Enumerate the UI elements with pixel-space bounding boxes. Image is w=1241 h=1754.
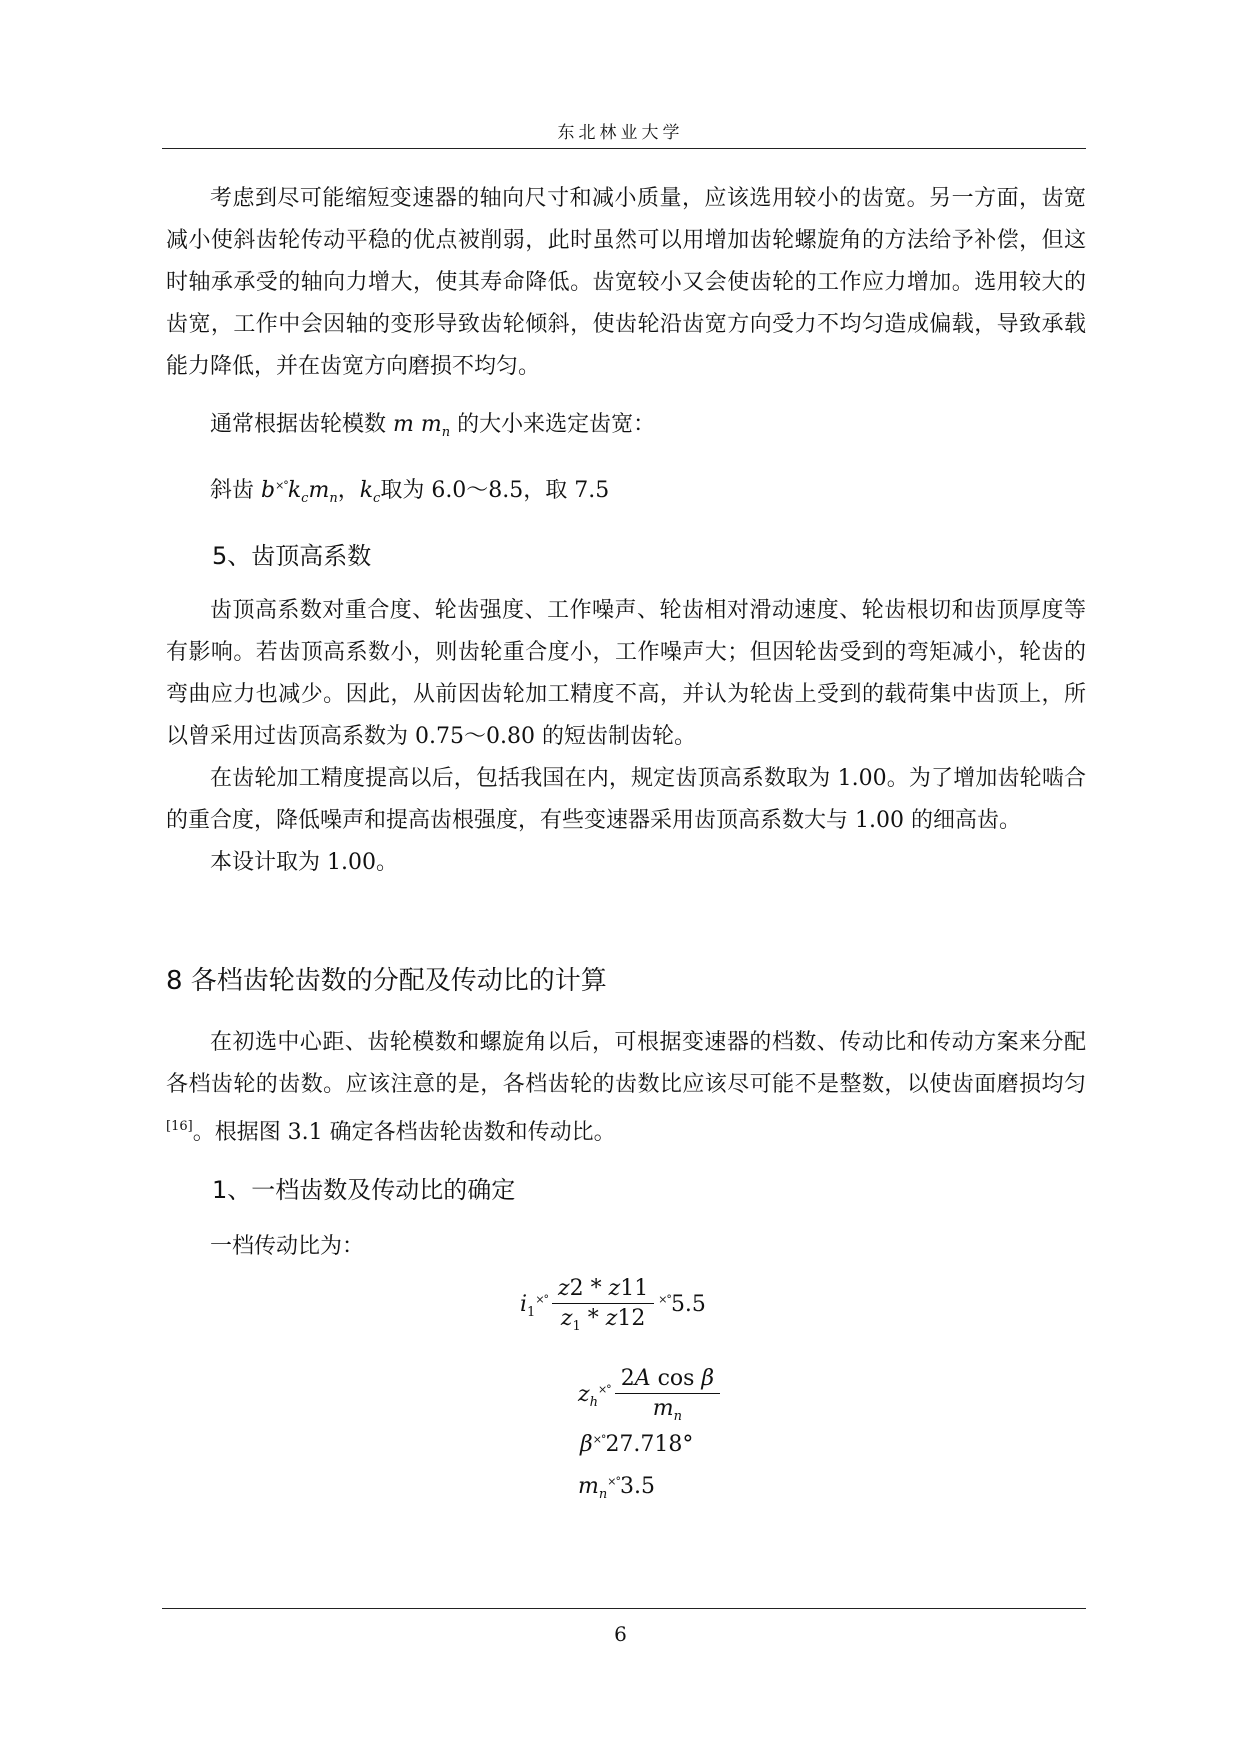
width-basis-line (166, 404, 1086, 454)
paragraph-tooth-allocation: 在初选中心距、齿轮模数和螺旋角以后，可根据变速器的档数、传动比和传动方案来分配各档齿轮的齿数。应该注意的是，各档齿轮的齿数比应该尽可能不是整数，以使齿面磨损均匀[16]。根据图 3.1 确定各档齿轮齿数和传动比。 (166, 1030, 1086, 1145)
header-rule (162, 148, 1086, 149)
chapter-heading: 8 各档齿轮齿数的分配及传动比的计算 (166, 966, 607, 996)
paragraph-width-basis: 通常根据齿轮模数 m $m_n$ 的大小来选定齿宽： (210, 412, 656, 440)
footer-rule (162, 1608, 1086, 1609)
section-addendum (166, 590, 1086, 884)
equation-first-gear-ratio: $i_1^{\times^\circ}$ $\frac{z2 * z11}{z_1 * z12}$ ×°5.5 (520, 1276, 706, 1334)
first-gear-intro (166, 1226, 1086, 1268)
paragraph-addendum-1: 齿顶高系数对重合度、轮齿强度、工作噪声、轮齿相对滑动速度、轮齿根切和齿顶厚度等有影响。若齿顶高系数小，则齿轮重合度小，工作噪声大；但因轮齿受到的弯矩减小，轮齿的弯曲应力也减少。因此，从前因齿轮加工精度不高，并认为轮齿上受到的载荷集中齿顶上，所以曾采用过齿顶高系数为 0.75～0.80 的短齿制齿轮。 (166, 598, 1086, 749)
paragraph-face-width: 考虑到尽可能缩短变速器的轴向尺寸和减小质量，应该选用较小的齿宽。另一方面，齿宽减小使斜齿轮传动平稳的优点被削弱，此时虽然可以用增加齿轮螺旋角的方法给予补偿，但这时轴承承受的轴向力增大，使其寿命降低。齿宽较小又会使齿轮的工作应力增加。选用较大的齿宽，工作中会因轴的变形导致齿轮倾斜，使齿轮沿齿宽方向受力不均匀造成偏载，导致承载能力降低，并在齿宽方向磨损不均匀。 (166, 186, 1086, 379)
paragraph-first-gear-ratio: 一档传动比为： (210, 1234, 365, 1259)
section-tooth-allocation (166, 1022, 1086, 1154)
paragraph-addendum-2: 在齿轮加工精度提高以后，包括我国在内，规定齿顶高系数取为 1.00。为了增加齿轮啮合的重合度，降低噪声和提高齿根强度，有些变速器采用齿顶高系数大与 1.00 的细高齿。 (166, 766, 1086, 833)
heading-addendum-coefficient: 5、齿顶高系数 (212, 542, 372, 570)
equation-helix-angle: β×°27.718° (580, 1432, 694, 1457)
running-header: 东北林业大学 (557, 123, 684, 143)
paragraph-addendum-3: 本设计取为 1.00。 (210, 850, 398, 875)
equation-normal-module: $m_n^{\times^\circ}3.5$ (578, 1474, 655, 1502)
equation-center-teeth: $z_h^{\times^\circ}$ $\frac{\text{2A cos β}}{m_n}$ (578, 1366, 724, 1424)
heading-first-gear: 1、一档齿数及传动比的确定 (212, 1176, 516, 1204)
section-face-width (166, 178, 1086, 388)
page-number: 6 (614, 1622, 627, 1646)
helical-width-formula: 斜齿 $b^{\times^\circ}k_cm_n$，$k_c$取为 6.0～8.5，取 7.5 (210, 478, 610, 506)
